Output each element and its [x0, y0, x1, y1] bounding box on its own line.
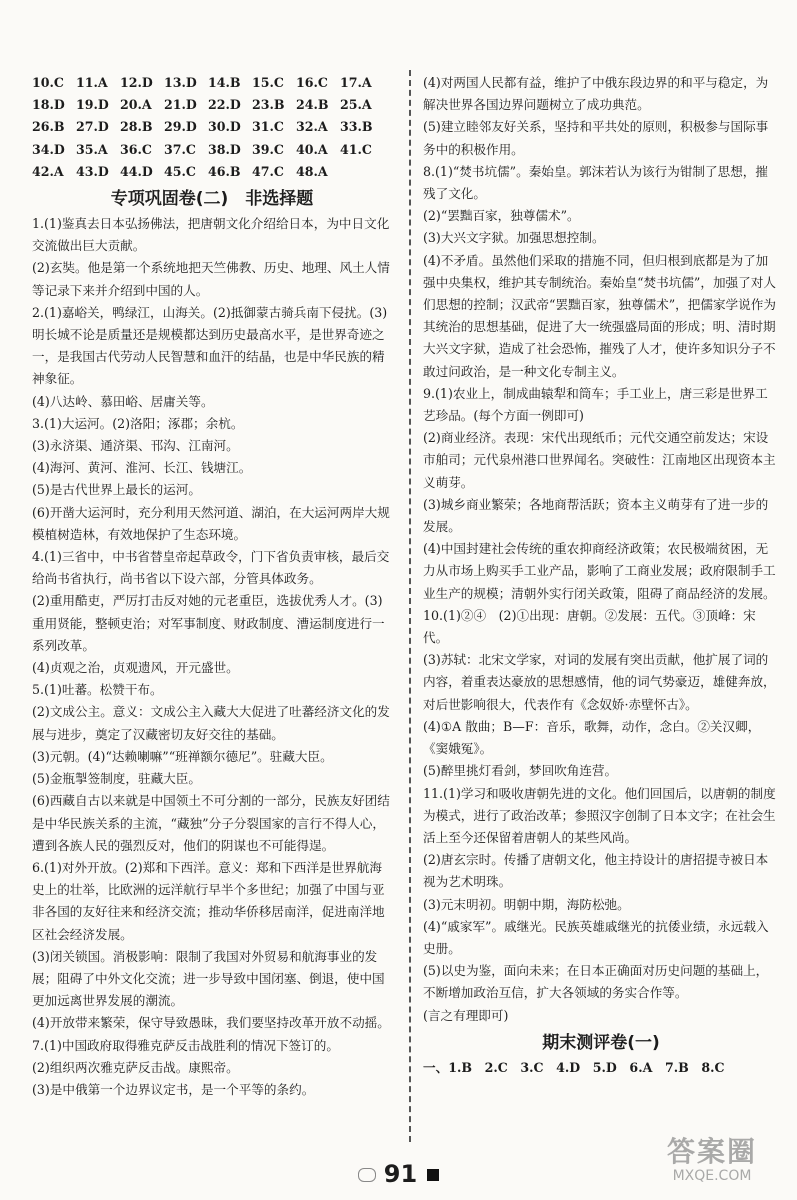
publisher-logo-icon [358, 1168, 376, 1182]
question-3: 3.(1)大运河。(2)洛阳；涿郡；余杭。 (3)永济渠、通济渠、邗沟、江南河。 (4)海河、黄河、淮河、长江、钱塘江。 (5)是古代世界上最长的运河。 (6)开凿大运河时，充分利用天然河道、湖泊，在大运河两岸大规模植树造林，有效地保护了生态环境。 [32, 415, 390, 542]
answer-row: 18.D 19.D 20.A 21.D 22.D 23.B 24.B 25.A [32, 97, 372, 113]
question-1: 1.(1)鉴真去日本弘扬佛法，把唐朝文化介绍给日本，为中日文化交流做出巨大贡献。 (2)玄奘。他是第一个系统地把天竺佛教、历史、地理、风土人情等记录下来并介绍到中国的人。 [32, 216, 390, 298]
answer-row: 26.B 27.D 28.B 29.D 30.D 31.C 32.A 33.B [32, 119, 373, 135]
column-divider [409, 70, 411, 1142]
question-9: 9.(1)农业上，制成曲辕犁和筒车；手工业上，唐三彩是世界工艺珍品。(每个方面一例即可) (2)商业经济。表现：宋代出现纸币；元代交通空前发达；宋设市舶司；元代泉州港口世界闻名。突破性：江南地区出现资本主义萌芽。 (3)城乡商业繁荣；各地商帮活跃；资本主义萌芽有了进一步的发展。 (4)中国封建社会传统的重农抑商经济政策；农民极端贫困，无力从市场上购买手工业产品，影响了工商业发展；政府限制手工业生产的规模；清朝外实行闭关政策，阻碍了商品经济的发展。 [423, 385, 776, 601]
right-column [423, 72, 779, 1079]
question-4: 4.(1)三省中，中书省替皇帝起草政令，门下省负责审核，最后交给尚书省执行，尚书省以下设六部，分管具体政务。 (2)重用酷吏，严厉打击反对她的元老重臣，选拔优秀人才。(3)重用贤能，整顿吏治；对军事制度、财政制度、漕运制度进行一系列改革。 (4)贞观之治，贞观遗风，开元盛世。 [32, 549, 390, 676]
question-2: 2.(1)嘉峪关，鸭绿江，山海关。(2)抵御蒙古骑兵南下侵扰。(3)明长城不论是质量还是规模都达到历史最高水平，是世界奇迹之一，是我国古代劳动人民智慧和血汗的结晶，也是中华民族的精神象征。 (4)八达岭、慕田峪、居庸关等。 [32, 304, 388, 409]
left-column [32, 72, 392, 1101]
question-5: 5.(1)吐蕃。松赞干布。 (2)文成公主。意义：文成公主入藏大大促进了吐蕃经济文化的发展与进步，奠定了汉藏密切友好交往的基础。 (3)元朝。(4)“达赖喇嘛”“班禅额尔德尼”。驻藏大臣。 (5)金瓶掣签制度，驻藏大臣。 (6)西藏自古以来就是中国领土不可分割的一部分，民族友好团结是中华民族关系的主流，“藏独”分子分裂国家的言行不得人心，遭到各族人民的强烈反对，他们的阴谋也不可能得逞。 [32, 682, 390, 853]
answer-row: 10.C 11.A 12.D 13.D 14.B 15.C 16.C 17.A [32, 75, 372, 90]
section-title: 专项巩固卷(二) 非选择题 [110, 189, 314, 210]
final-exam-title: 期末测评卷(一) [542, 1032, 660, 1053]
question-10: 10.(1)②④ (2)①出现：唐朝。②发展：五代。③顶峰：宋代。 (3)苏轼：北宋文学家，对词的发展有突出贡献，他扩展了词的内容，着重表达豪放的思想感情，他的词气势豪迈，雄健奔放，对后世影响很大，代表作有《念奴娇·赤壁怀古》。 (4)①A 散曲；B—F：音乐，歌舞，动作，念白。②关汉卿，《窦娥冤》。 (5)醉里挑灯看剑，梦回吹角连营。 [423, 607, 776, 779]
page-number: 91 [0, 1160, 797, 1188]
square-mark-icon [427, 1169, 439, 1181]
question-7: 7.(1)中国政府取得雅克萨反击战胜利的情况下签订的。 (2)组织两次雅克萨反击战。康熙帝。 (3)是中俄第一个边界议定书，是一个平等的条约。 [32, 1037, 339, 1097]
question-6: 6.(1)对外开放。(2)郑和下西洋。意义：郑和下西洋是世界航海史上的壮举，比欧洲的远洋航行早半个多世纪；加强了中国与亚非各国的友好往来和经济交流；推动华侨移居南洋，促进南洋地区社会经济发展。 (3)闭关锁国。消极影响：限制了我国对外贸易和航海事业的发展；阻碍了中外文化交流；进一步导致中国闭塞、倒退，使中国更加远离世界发展的潮流。 (4)开放带来繁荣，保守导致愚昧，我们要坚持改革开放不动摇。 [32, 859, 390, 1031]
watermark: 答案圈 MXQE.COM [666, 1135, 757, 1184]
final-mcq-answers: 一、1.B 2.C 3.C 4.D 5.D 6.A 7.B 8.C [423, 1059, 725, 1075]
answer-row: 42.A 43.D 44.D 45.C 46.B 47.C 48.A [32, 163, 328, 179]
question-11: 11.(1)学习和吸收唐朝先进的文化。他们回国后，以唐朝的制度为模式，进行了政治改革；参照汉字创制了日本文字；在社会生活上至今还保留着唐朝人的某些风尚。 (2)唐玄宗时。传播了唐朝文化，他主持设计的唐招提寺被日本视为艺术明珠。 (3)元末明初。明朝中期，海防松弛。 (4)“戚家军”。戚继光。民族英雄戚继光的抗倭业绩，永远载入史册。 (5)以史为鉴，面向未来；在日本正确面对历史问题的基础上，不断增加政治互信，扩大各领域的务实合作等。 (言之有理即可) [423, 785, 776, 1023]
question-8: 8.(1)“焚书坑儒”。秦始皇。郭沫若认为该行为钳制了思想，摧残了文化。 (2)“罢黜百家，独尊儒术”。 (3)大兴文字狱。加强思想控制。 (4)不矛盾。虽然他们采取的措施不同，但归根到底都是为了加强中央集权，维护其专制统治。秦始皇“焚书坑儒”，加强了对人们思想的控制；汉武帝“罢黜百家，独尊儒术”，把儒家学说作为其统治的思想基础，促进了大一统强盛局面的形成；明、清时期大兴文字狱，造成了社会恐怖，摧残了人才，使许多知识分子不敢过问政治，是一种文化专制主义。 [423, 163, 776, 379]
question-7-continued: (4)对两国人民都有益，维护了中俄东段边界的和平与稳定，为解决世界各国边界问题树立了成功典范。 (5)建立睦邻友好关系，坚持和平共处的原则，积极参与国际事务中的积极作用。 [423, 75, 769, 157]
mcq-answer-grid [32, 72, 392, 183]
answer-row: 34.D 35.A 36.C 37.C 38.D 39.C 40.A 41.C [32, 141, 372, 157]
